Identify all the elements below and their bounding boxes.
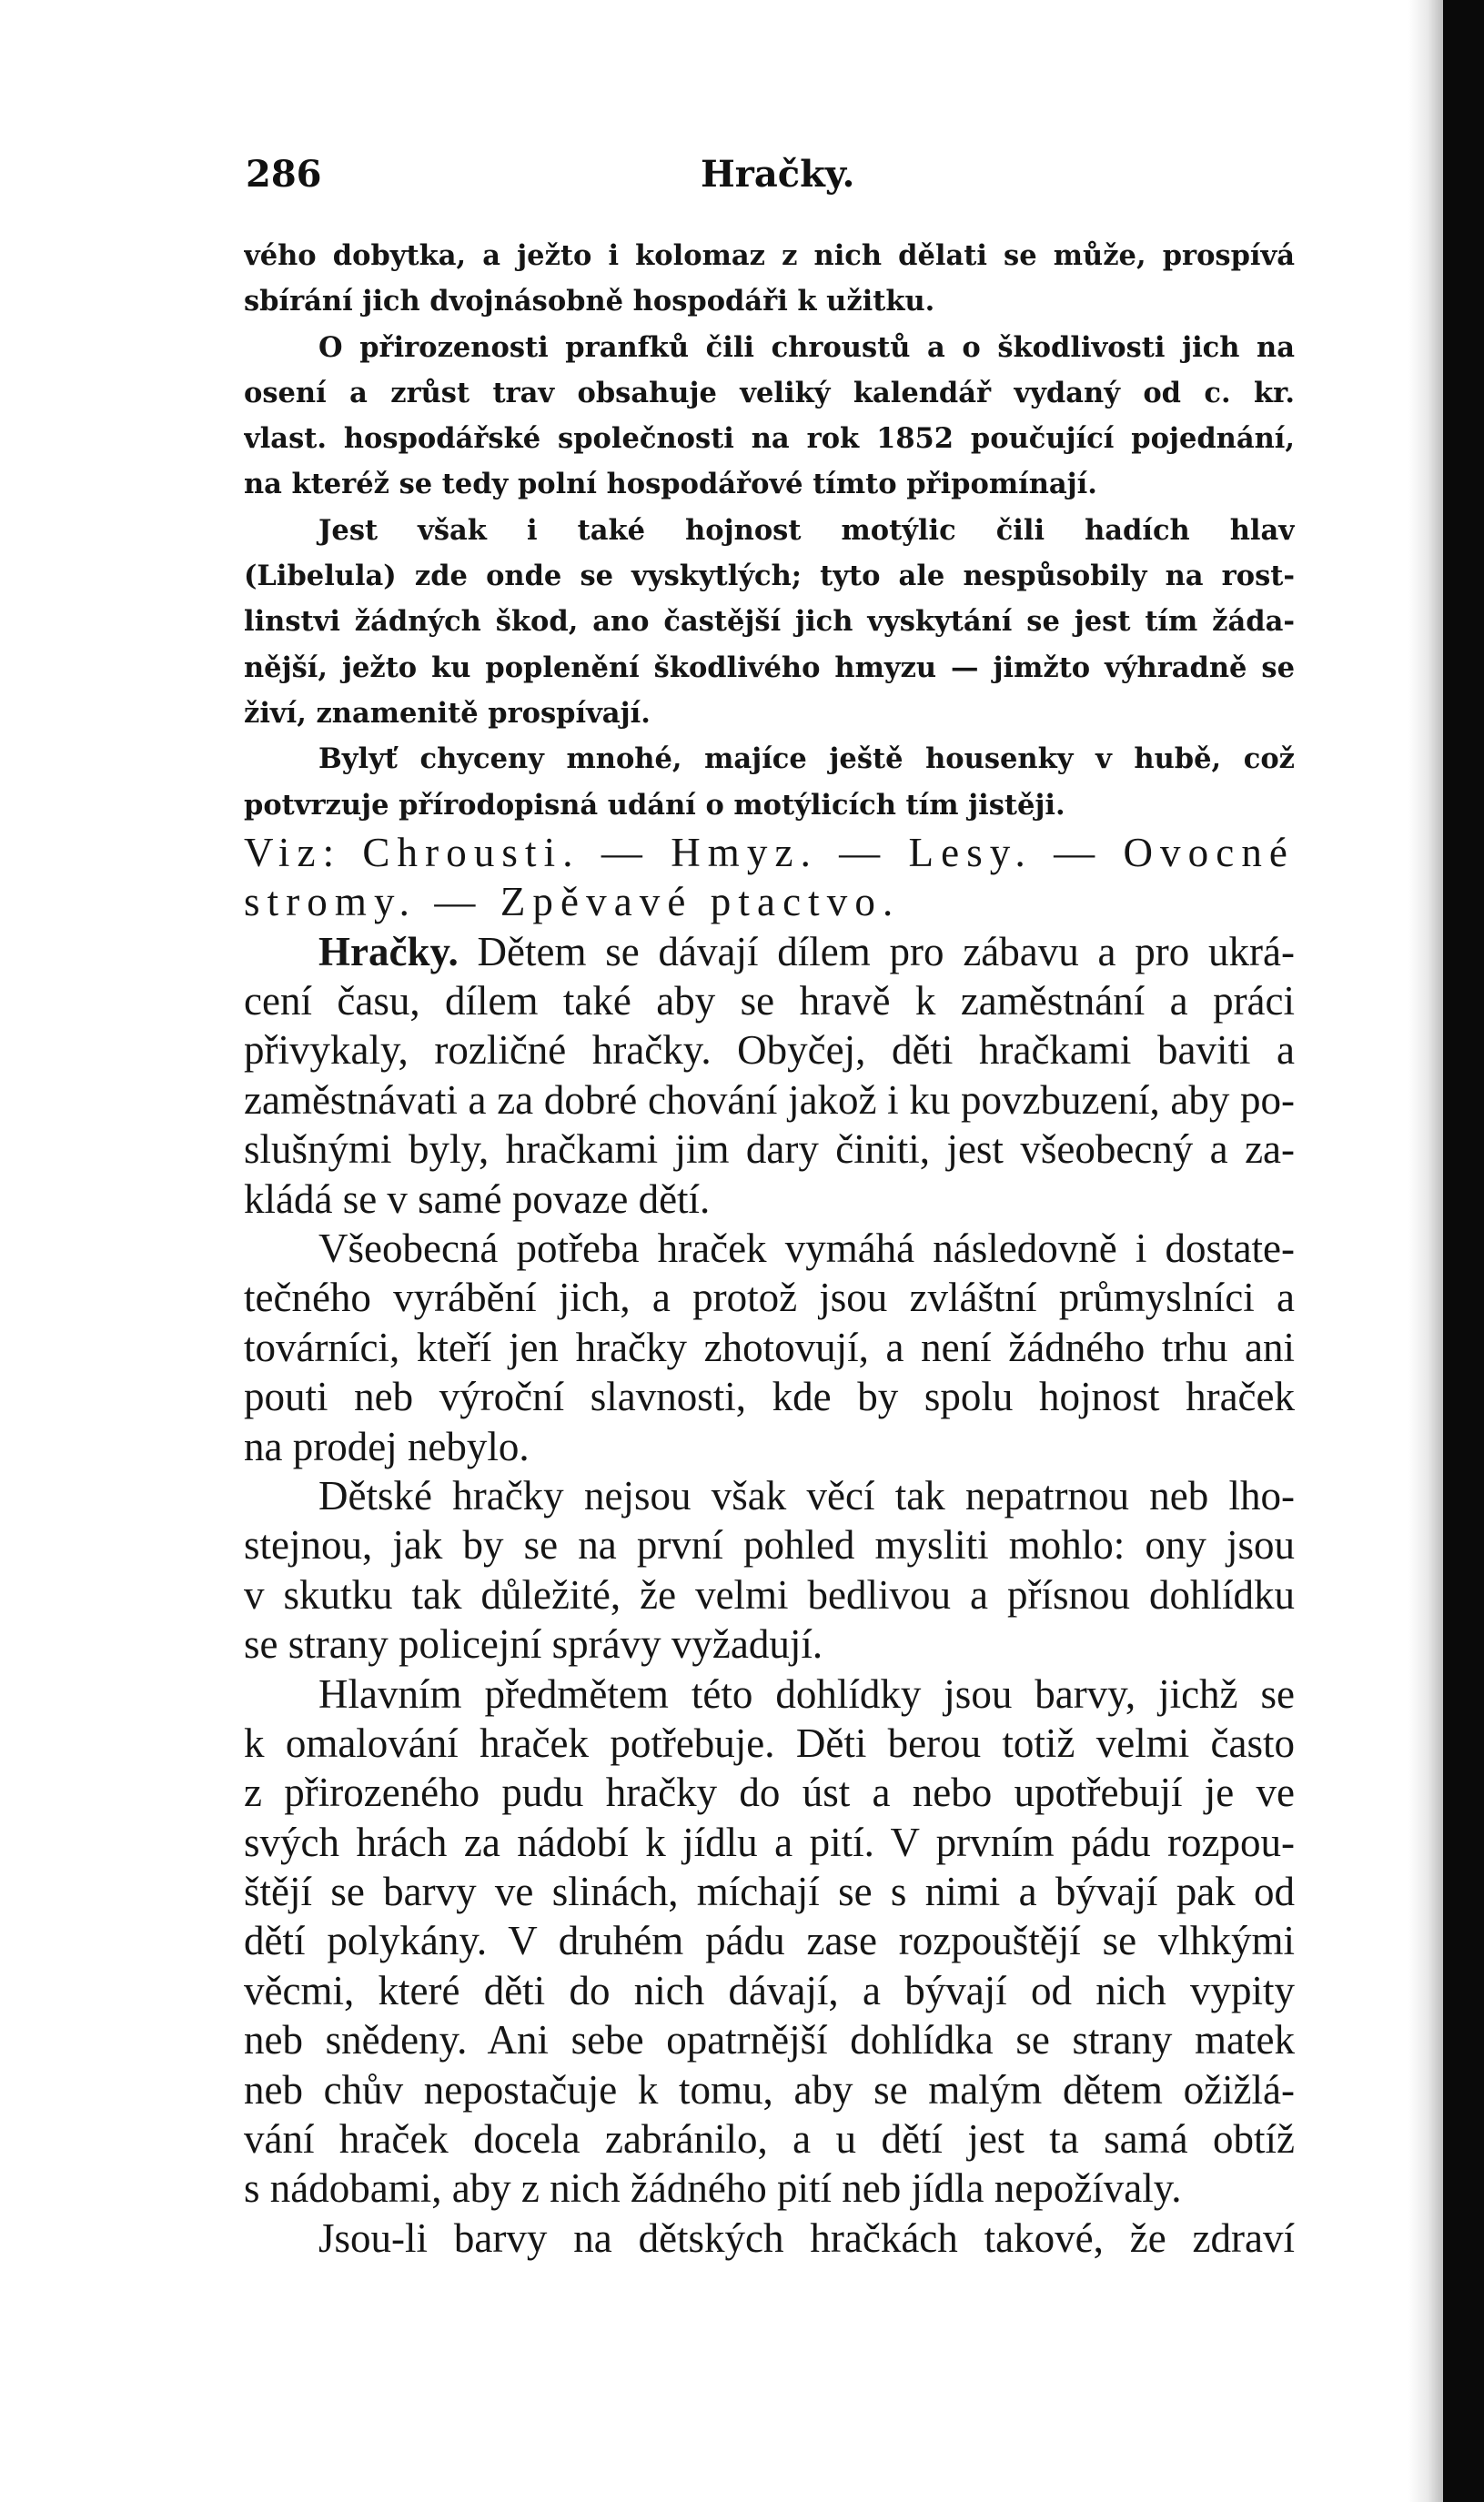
text-line: se strany policejní správy vyžadují. (244, 1621, 823, 1668)
text-line: Jest však i také hojnost motýlic čili hadích hlav (318, 513, 1295, 547)
cross-reference-line: Viz: Chrousti. — Hmyz. — Lesy. — Ovocné (244, 829, 1295, 875)
entry-headword: Hračky. (318, 928, 459, 974)
text-line: továrníci, kteří jen hračky zhotovují, a není žádného trhu ani (244, 1324, 1295, 1370)
page-header (246, 153, 1292, 207)
scan-border (1443, 0, 1484, 2502)
text-line: Bylyť chyceny mnohé, majíce ještě housenky v hubě, což (318, 742, 1295, 776)
text-line: štějí se barvy ve slinách, míchají se s nimi a bývají pak od (244, 1869, 1295, 1915)
text-line: Dětské hračky nejsou však věcí tak nepatrnou neb lho- (318, 1472, 1295, 1518)
text-line: k omalování hraček potřebuje. Děti berou totiž velmi často (244, 1720, 1295, 1766)
text-line: vlast. hospodářské společnosti na rok 1852 poučující pojednání, (244, 422, 1295, 456)
text-line: dětí polykány. V druhém pádu zase rozpouštějí se vlhkými (244, 1918, 1295, 1964)
text-line: na prodej nebylo. (244, 1423, 530, 1469)
text-line: O přirozenosti pranfků čili chroustů a o škodlivosti jich na (318, 330, 1295, 364)
text-line: potvrzuje přírodopisná udání o motýlicích tím jistěji. (244, 788, 1065, 822)
text-line: v skutku tak důležité, že velmi bedlivou a přísnou dohlídku (244, 1571, 1295, 1618)
text-line: cení času, dílem také aby se hravě k zaměstnání a práci (244, 978, 1295, 1024)
text-line: Jsou-li barvy na dětských hračkách takové, že zdraví (318, 2214, 1295, 2261)
text-line: Všeobecná potřeba hraček vymáhá následovně i dostate- (318, 1225, 1295, 1271)
body-text (244, 233, 1295, 2263)
text-line: (Libelula) zde onde se vyskytlých; tyto ale nespůsobily na rost- (244, 560, 1295, 593)
text-line: z přirozeného pudu hračky do úst a nebo upotřebují je ve (244, 1770, 1295, 1816)
page-number: 286 (246, 153, 322, 196)
text-line: neb snědeny. Ani sebe opatrnější dohlídka se strany matek (244, 2017, 1295, 2063)
text-line: zaměstnávati a za dobré chování jakož i ku povzbuzení, aby po- (244, 1076, 1295, 1123)
text-line: pouti neb výroční slavnosti, kde by spolu hojnost hraček (244, 1374, 1295, 1420)
text-line: osení a zrůst trav obsahuje veliký kalendář vydaný od c. kr. (244, 376, 1295, 409)
entry-first-line (244, 927, 1295, 976)
text-line: slušnými byly, hračkami jim dary činiti, jest všeobecný a za- (244, 1126, 1295, 1173)
text-line: stejnou, jak by se na první pohled mysliti mohlo: ony jsou (244, 1522, 1295, 1569)
text-line: na kteréž se tedy polní hospodářové tímto připomínají. (244, 468, 1097, 501)
text-line: živí, znamenitě prospívají. (244, 696, 651, 730)
text-line: vání hraček docela zabránilo, a u dětí jest ta samá obtíž (244, 2116, 1295, 2163)
text-line: kládá se v samé povaze dětí. (244, 1175, 711, 1222)
running-title: Hračky. (701, 153, 855, 196)
text-line: tečného vyrábění jich, a protož jsou zvláštní průmyslníci a (244, 1275, 1295, 1321)
text-line: přivykaly, rozličné hračky. Obyčej, děti hračkami baviti a (244, 1027, 1295, 1074)
text-line: sbírání jich dvojnásobně hospodáři k užitku. (244, 285, 935, 318)
text-line: s nádobami, aby z nich žádného pití neb jídla nepožívaly. (244, 2165, 1182, 2212)
text-line: svých hrách za nádobí k jídlu a pití. V prvním pádu rozpou- (244, 1819, 1295, 1865)
text-line: Hlavním předmětem této dohlídky jsou barvy, jichž se (318, 1670, 1295, 1717)
text-line: vého dobytka, a ježto i kolomaz z nich dělati se může, prospívá (244, 239, 1295, 272)
entry-first-line-text: Dětem se dávají dílem pro zábavu a pro ukrá- (477, 928, 1295, 974)
text-line: linstvi žádných škod, ano častější jich vyskytání se jest tím žáda- (244, 605, 1295, 639)
text-line: věcmi, které děti do nich dávají, a bývají od nich vypity (244, 1967, 1295, 2013)
page-gutter-shadow (1408, 0, 1443, 2502)
text-line: neb chův nepostačuje k tomu, aby se malým dětem ožižlá- (244, 2066, 1295, 2113)
text-line: nější, ježto ku poplenění škodlivého hmyzu — jimžto výhradně se (244, 651, 1295, 684)
cross-reference-line: stromy. — Zpěvavé ptactvo. (244, 879, 901, 925)
